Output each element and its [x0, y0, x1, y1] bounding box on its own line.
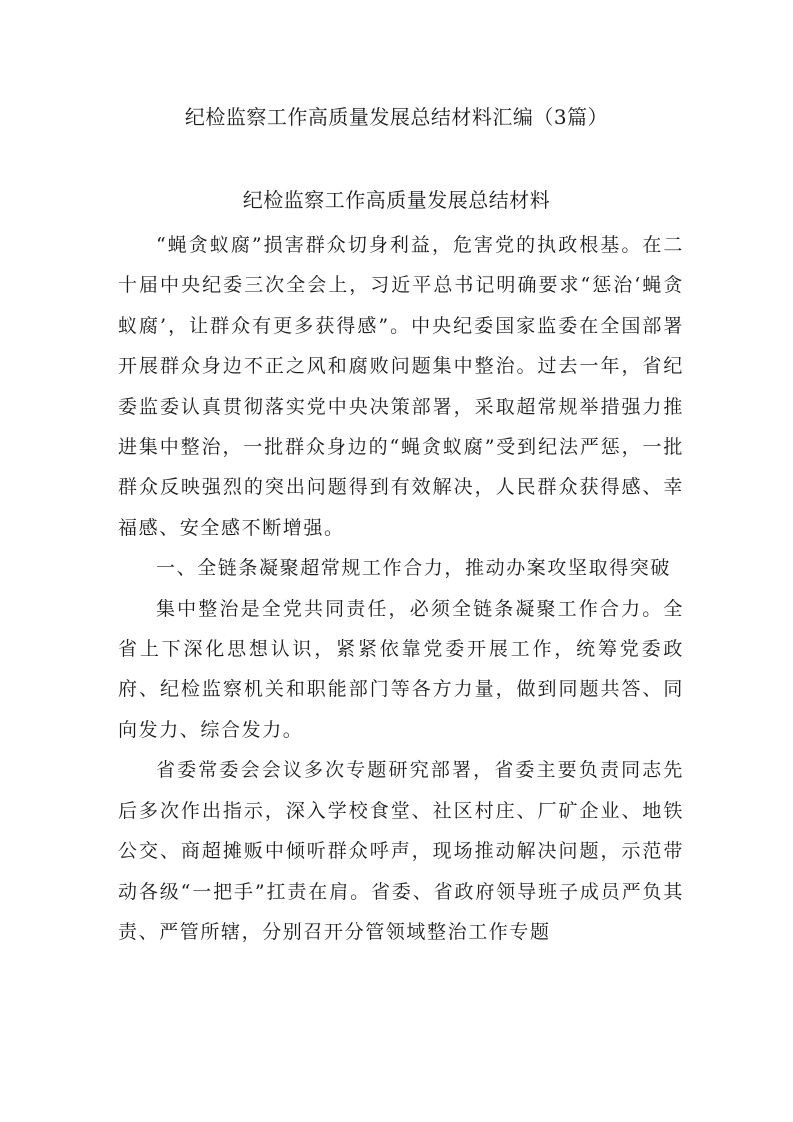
document-title: 纪检监察工作高质量发展总结材料汇编（3篇） [184, 105, 609, 129]
paragraph-heading-1: 一、全链条凝聚超常规工作合力，推动办案攻坚取得突破 [156, 557, 672, 580]
paragraph-intro: “蝇贪蚁腐”损害群众切身利益，危害党的执政根基。在二十届中央纪委三次全会上，习近平总书记明确要求“惩治‘蝇贪蚁腐’，让群众有更多获得感”。中央纪委国家监委在全国部署开展群众身边不正之风和腐败问题集中整治。过去一年，省纪委监委认真贯彻落实党中央决策部署，采取超常规举措强力推进集中整治，一批群众身边的“蝇贪蚁腐”受到纪法严惩，一批群众反映强烈的突出问题得到有效解决，人民群众获得感、幸福感、安全感不断增强。 [118, 234, 684, 539]
paragraph-provincial-committee: 省委常委会会议多次专题研究部署，省委主要负责同志先后多次作出指示，深入学校食堂、社区村庄、厂矿企业、地铁公交、商超摊贩中倾听群众呼声，现场推动解决问题，示范带动各级“一把手”扛责在肩。省委、省政府领导班子成员严负其责、严管所辖，分别召开分管领域整治工作专题 [118, 759, 684, 943]
document-body [118, 225, 684, 952]
paragraph-joint-effort: 集中整治是全党共同责任，必须全链条凝聚工作合力。全省上下深化思想认识，紧紧依靠党委开展工作，统筹党委政府、纪检监察机关和职能部门等各方力量，做到同题共答、同向发力、综合发力。 [118, 597, 684, 741]
section-title: 纪检监察工作高质量发展总结材料 [242, 188, 551, 212]
